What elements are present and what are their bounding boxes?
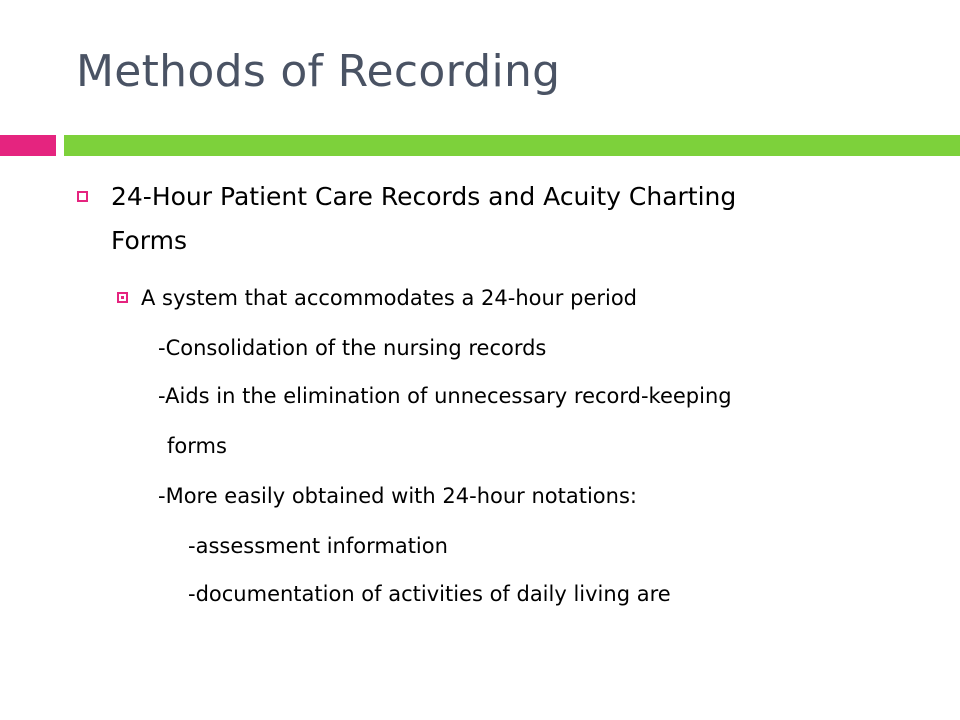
sub-bullet-text: A system that accommodates a 24-hour period: [141, 286, 638, 310]
body-line: -Aids in the elimination of unnecessary record-keeping: [158, 384, 732, 408]
body-line: -Consolidation of the nursing records: [158, 336, 547, 360]
body-line: forms: [167, 434, 227, 458]
body-line: -More easily obtained with 24-hour notations:: [158, 484, 637, 508]
body-line: -documentation of activities of daily living are: [188, 582, 671, 606]
hollow-square-bullet-icon: [77, 191, 88, 202]
bullet-text-line-1: 24-Hour Patient Care Records and Acuity Charting: [111, 182, 737, 211]
body-line: -assessment information: [188, 534, 448, 558]
filled-square-bullet-icon: [117, 292, 128, 303]
bullet-text-line-2: Forms: [111, 226, 188, 255]
slide-title: Methods of Recording: [76, 46, 561, 97]
